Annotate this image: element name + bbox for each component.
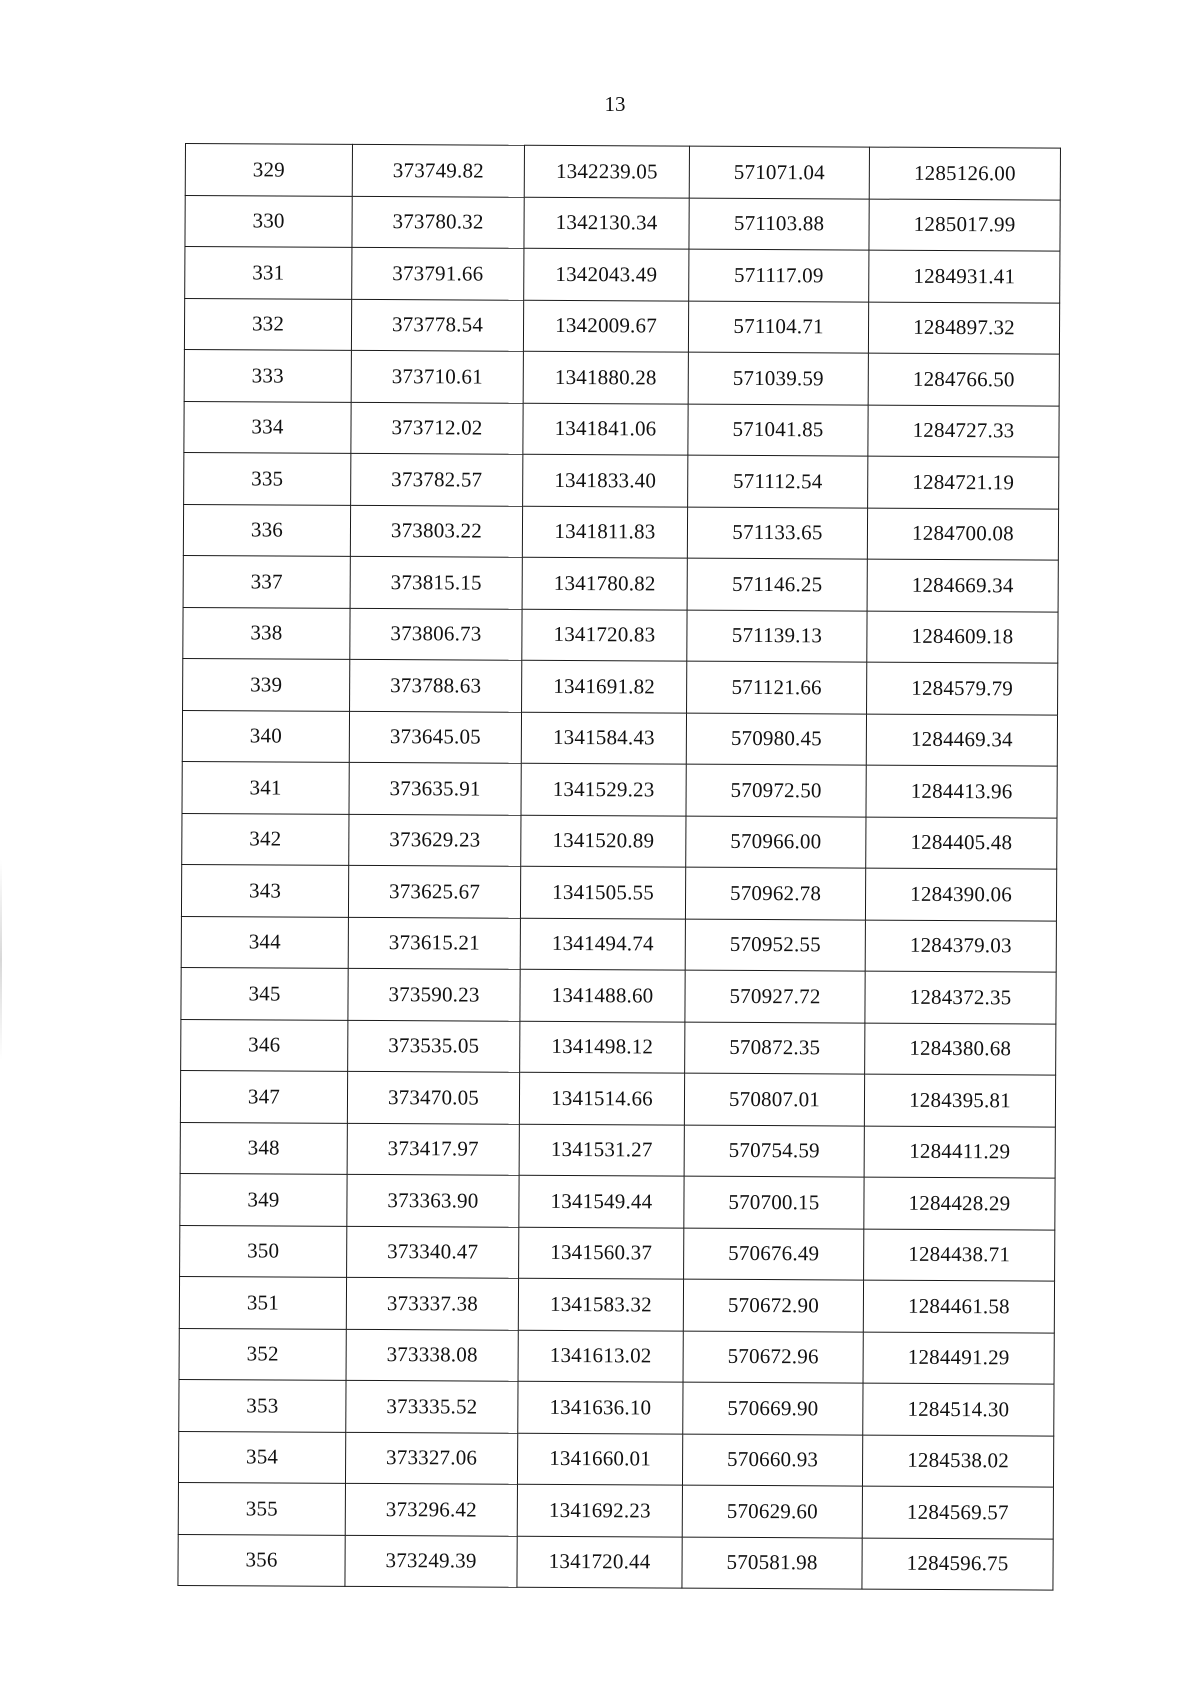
x2-cell: 570700.15 (684, 1176, 864, 1228)
y1-cell: 1341498.12 (520, 1021, 685, 1073)
x1-cell: 373335.52 (346, 1380, 518, 1432)
point-number-cell: 356 (178, 1534, 345, 1586)
y2-cell: 1284380.68 (865, 1023, 1056, 1075)
y1-cell: 1341549.44 (519, 1175, 684, 1227)
point-number-cell: 332 (184, 298, 351, 350)
coordinate-table-body (178, 144, 1061, 1591)
x2-cell: 570927.72 (685, 970, 865, 1022)
table-row (183, 658, 1058, 714)
x2-cell: 570672.90 (683, 1279, 863, 1331)
point-number-cell: 343 (181, 864, 348, 916)
y1-cell: 1341636.10 (518, 1381, 683, 1433)
coordinate-table (177, 143, 1061, 1591)
y2-cell: 1284405.48 (866, 817, 1057, 869)
y1-cell: 1342043.49 (524, 248, 689, 300)
y1-cell: 1341720.44 (517, 1536, 682, 1588)
y2-cell: 1284766.50 (868, 353, 1059, 405)
x2-cell: 571071.04 (689, 146, 869, 198)
x2-cell: 570660.93 (682, 1434, 862, 1486)
table-row (180, 1173, 1055, 1229)
table-row (185, 144, 1060, 200)
point-number-cell: 353 (179, 1379, 346, 1431)
point-number-cell: 336 (183, 504, 350, 556)
y2-cell: 1284411.29 (864, 1126, 1055, 1178)
x1-cell: 373296.42 (345, 1483, 517, 1535)
y1-cell: 1341841.06 (523, 403, 688, 455)
table-row (184, 298, 1059, 354)
x1-cell: 373625.67 (348, 865, 520, 917)
table-row (180, 1070, 1055, 1126)
x1-cell: 373815.15 (350, 556, 522, 608)
x2-cell: 570581.98 (682, 1537, 862, 1589)
y1-cell: 1341531.27 (519, 1124, 684, 1176)
table-row (182, 813, 1057, 869)
y1-cell: 1341720.83 (522, 609, 687, 661)
y2-cell: 1284579.79 (867, 662, 1058, 714)
point-number-cell: 347 (180, 1070, 347, 1122)
point-number-cell: 338 (183, 607, 350, 659)
x1-cell: 373806.73 (350, 608, 522, 660)
point-number-cell: 340 (182, 710, 349, 762)
x1-cell: 373788.63 (350, 659, 522, 711)
y1-cell: 1341691.82 (522, 660, 687, 712)
point-number-cell: 333 (184, 349, 351, 401)
table-row (184, 452, 1059, 508)
x2-cell: 570629.60 (682, 1485, 862, 1537)
table-row (185, 195, 1060, 251)
x2-cell: 570972.50 (686, 764, 866, 816)
table-row (179, 1276, 1054, 1332)
x1-cell: 373615.21 (348, 917, 520, 969)
y2-cell: 1284931.41 (869, 250, 1060, 302)
point-number-cell: 352 (179, 1328, 346, 1380)
table-row (183, 555, 1058, 611)
x2-cell: 570962.78 (685, 867, 865, 919)
y2-cell: 1284428.29 (864, 1177, 1055, 1229)
y1-cell: 1341880.28 (523, 351, 688, 403)
point-number-cell: 350 (180, 1225, 347, 1277)
y2-cell: 1284609.18 (867, 611, 1058, 663)
point-number-cell: 339 (183, 658, 350, 710)
y1-cell: 1341692.23 (517, 1484, 682, 1536)
y2-cell: 1284491.29 (863, 1332, 1054, 1384)
x1-cell: 373635.91 (349, 762, 521, 814)
table-row (178, 1482, 1053, 1538)
y2-cell: 1285017.99 (869, 199, 1060, 251)
point-number-cell: 335 (184, 452, 351, 504)
y2-cell: 1284514.30 (863, 1383, 1054, 1435)
x1-cell: 373791.66 (352, 247, 524, 299)
y2-cell: 1284897.32 (868, 302, 1059, 354)
table-row (185, 247, 1060, 303)
point-number-cell: 345 (181, 967, 348, 1019)
x2-cell: 571104.71 (688, 301, 868, 353)
x2-cell: 571146.25 (687, 558, 867, 610)
y1-cell: 1342009.67 (523, 300, 688, 352)
x2-cell: 571112.54 (688, 455, 868, 507)
point-number-cell: 330 (185, 195, 352, 247)
table-row (180, 1225, 1055, 1281)
x2-cell: 571139.13 (687, 610, 867, 662)
x1-cell: 373535.05 (348, 1020, 520, 1072)
table-row (178, 1534, 1053, 1590)
y2-cell: 1284669.34 (867, 559, 1058, 611)
y2-cell: 1284461.58 (863, 1280, 1054, 1332)
x2-cell: 571121.66 (687, 661, 867, 713)
y2-cell: 1284390.06 (865, 868, 1056, 920)
point-number-cell: 341 (182, 761, 349, 813)
point-number-cell: 349 (180, 1173, 347, 1225)
x1-cell: 373340.47 (347, 1226, 519, 1278)
y1-cell: 1341505.55 (520, 866, 685, 918)
table-row (180, 1122, 1055, 1178)
x2-cell: 570872.35 (685, 1022, 865, 1074)
table-row (183, 504, 1058, 560)
table-row (184, 401, 1059, 457)
point-number-cell: 354 (178, 1431, 345, 1483)
y2-cell: 1284700.08 (867, 508, 1058, 560)
point-number-cell: 348 (180, 1122, 347, 1174)
x1-cell: 373417.97 (347, 1123, 519, 1175)
x2-cell: 570669.90 (683, 1382, 863, 1434)
y2-cell: 1284413.96 (866, 765, 1057, 817)
point-number-cell: 355 (178, 1482, 345, 1534)
x1-cell: 373337.38 (346, 1277, 518, 1329)
x2-cell: 570676.49 (684, 1228, 864, 1280)
point-number-cell: 331 (185, 247, 352, 299)
y1-cell: 1341583.32 (518, 1278, 683, 1330)
scan-edge-mark (0, 860, 2, 1060)
y2-cell: 1284469.34 (866, 714, 1057, 766)
table-row (181, 1019, 1056, 1075)
y1-cell: 1341811.83 (522, 506, 687, 558)
table-row (181, 864, 1056, 920)
y1-cell: 1341833.40 (523, 454, 688, 506)
y1-cell: 1341780.82 (522, 557, 687, 609)
point-number-cell: 329 (185, 144, 352, 196)
point-number-cell: 344 (181, 916, 348, 968)
point-number-cell: 351 (179, 1276, 346, 1328)
x1-cell: 373363.90 (347, 1174, 519, 1226)
y2-cell: 1284727.33 (868, 405, 1059, 457)
x2-cell: 571117.09 (689, 249, 869, 301)
y1-cell: 1341660.01 (517, 1433, 682, 1485)
x2-cell: 570754.59 (684, 1125, 864, 1177)
x1-cell: 373338.08 (346, 1329, 518, 1381)
x2-cell: 571133.65 (687, 507, 867, 559)
point-number-cell: 346 (181, 1019, 348, 1071)
point-number-cell: 342 (182, 813, 349, 865)
x2-cell: 571041.85 (688, 404, 868, 456)
x1-cell: 373645.05 (349, 711, 521, 763)
point-number-cell: 334 (184, 401, 351, 453)
y2-cell: 1284379.03 (865, 920, 1056, 972)
y2-cell: 1284438.71 (864, 1229, 1055, 1281)
coordinate-table-wrapper (177, 143, 1060, 1591)
x1-cell: 373590.23 (348, 968, 520, 1020)
y1-cell: 1341514.66 (519, 1072, 684, 1124)
y1-cell: 1342239.05 (524, 145, 689, 197)
x1-cell: 373712.02 (351, 402, 523, 454)
x1-cell: 373782.57 (351, 453, 523, 505)
x2-cell: 570952.55 (685, 919, 865, 971)
x1-cell: 373780.32 (352, 196, 524, 248)
x1-cell: 373629.23 (349, 814, 521, 866)
x1-cell: 373710.61 (351, 350, 523, 402)
x1-cell: 373749.82 (352, 144, 524, 196)
y2-cell: 1284395.81 (864, 1074, 1055, 1126)
x1-cell: 373327.06 (345, 1432, 517, 1484)
y2-cell: 1284596.75 (862, 1538, 1053, 1590)
table-row (181, 916, 1056, 972)
table-row (182, 710, 1057, 766)
y2-cell: 1284721.19 (868, 456, 1059, 508)
table-row (183, 607, 1058, 663)
x1-cell: 373778.54 (351, 299, 523, 351)
table-row (179, 1379, 1054, 1435)
table-row (181, 967, 1056, 1023)
x2-cell: 570966.00 (686, 816, 866, 868)
x2-cell: 571103.88 (689, 198, 869, 250)
x1-cell: 373249.39 (345, 1535, 517, 1587)
y2-cell: 1285126.00 (869, 147, 1060, 199)
x2-cell: 570672.96 (683, 1331, 863, 1383)
table-row (178, 1431, 1053, 1487)
y1-cell: 1341584.43 (521, 712, 686, 764)
y1-cell: 1341529.23 (521, 763, 686, 815)
y1-cell: 1341613.02 (518, 1330, 683, 1382)
y1-cell: 1341488.60 (520, 969, 685, 1021)
x1-cell: 373803.22 (350, 505, 522, 557)
x2-cell: 570980.45 (686, 713, 866, 765)
y1-cell: 1341494.74 (520, 918, 685, 970)
table-row (179, 1328, 1054, 1384)
x2-cell: 570807.01 (684, 1073, 864, 1125)
y2-cell: 1284538.02 (862, 1435, 1053, 1487)
y1-cell: 1341520.89 (521, 815, 686, 867)
x2-cell: 571039.59 (688, 352, 868, 404)
table-row (184, 349, 1059, 405)
table-row (182, 761, 1057, 817)
x1-cell: 373470.05 (347, 1071, 519, 1123)
y1-cell: 1342130.34 (524, 197, 689, 249)
y2-cell: 1284569.57 (862, 1486, 1053, 1538)
y2-cell: 1284372.35 (865, 971, 1056, 1023)
point-number-cell: 337 (183, 555, 350, 607)
page-number: 13 (604, 92, 626, 116)
y1-cell: 1341560.37 (519, 1227, 684, 1279)
